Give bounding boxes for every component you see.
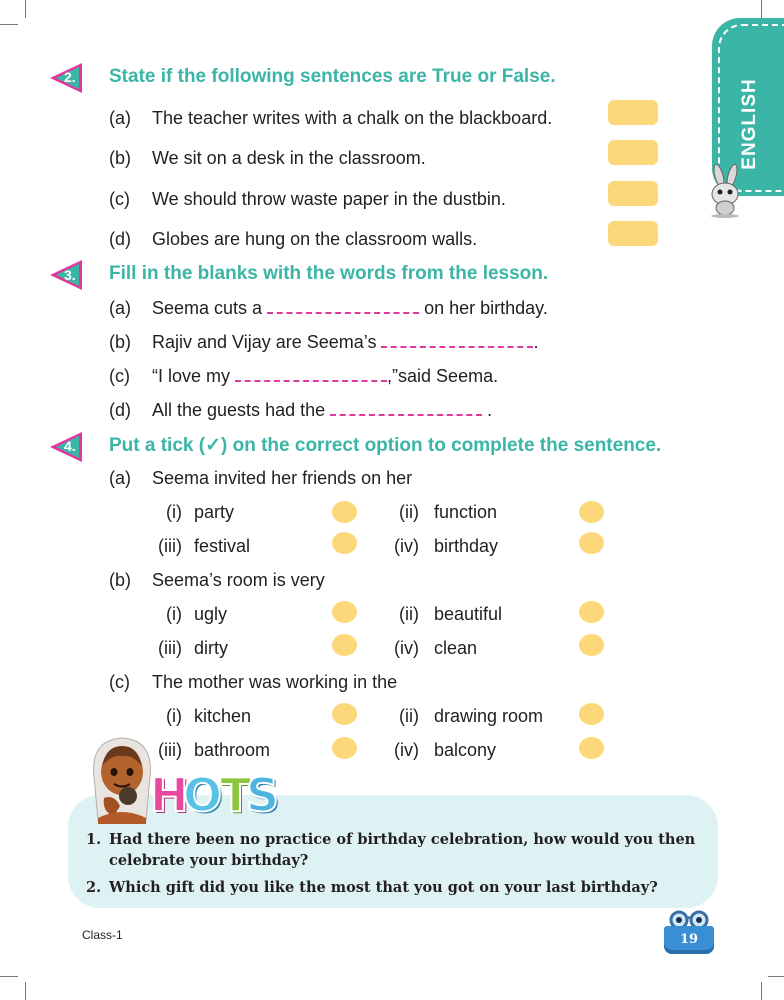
tick-option-circle[interactable] xyxy=(579,501,604,523)
option-number: (iii) xyxy=(158,740,182,760)
tick-option-circle[interactable] xyxy=(579,601,604,623)
item-label: (d) xyxy=(109,400,131,420)
sentence-part: . xyxy=(482,400,493,420)
sentence-stem: Seema invited her friends on her xyxy=(152,468,413,488)
tick-option-circle[interactable] xyxy=(332,737,357,759)
question-2-heading: State if the following sentences are True or False. xyxy=(109,66,556,87)
item-label: (b) xyxy=(109,570,131,590)
option-text: function xyxy=(434,502,498,522)
option-text: dirty xyxy=(194,638,229,658)
answer-blank[interactable] xyxy=(267,298,419,314)
tick-option-circle[interactable] xyxy=(579,532,604,554)
tick-option-circle[interactable] xyxy=(332,501,357,523)
crop-mark xyxy=(768,976,784,977)
item-label: (a) xyxy=(109,298,131,318)
sentence-part: “I love my xyxy=(152,366,231,386)
answer-blank[interactable] xyxy=(330,400,482,416)
fill-blank-sentence xyxy=(152,366,498,387)
option-number: (i) xyxy=(166,604,182,624)
option-number: (iii) xyxy=(158,638,182,658)
option-number: (ii) xyxy=(399,604,419,624)
option-number: (i) xyxy=(166,706,182,726)
option-text: ugly xyxy=(194,604,228,624)
statement-text: The teacher writes with a chalk on the blackboard. xyxy=(152,108,553,128)
crop-mark xyxy=(761,982,762,1000)
true-false-answer-box[interactable] xyxy=(608,100,658,125)
question-number: 2. xyxy=(64,69,76,85)
crop-mark xyxy=(25,982,26,1000)
hots-logo-letter: S xyxy=(246,768,280,822)
option-text: clean xyxy=(434,638,478,658)
crop-mark xyxy=(0,976,18,977)
item-label: (c) xyxy=(109,366,130,386)
hots-logo-letter: O xyxy=(183,768,223,822)
bunny-mascot-icon xyxy=(702,162,748,218)
page-number-badge xyxy=(660,910,718,956)
option-text: drawing room xyxy=(434,706,544,726)
item-label: (b) xyxy=(109,332,131,352)
option-text: kitchen xyxy=(194,706,252,726)
option-number: (iv) xyxy=(394,638,419,658)
statement-text: Globes are hung on the classroom walls. xyxy=(152,229,478,249)
option-text: party xyxy=(194,502,235,522)
crop-mark xyxy=(25,0,26,18)
option-number: (ii) xyxy=(399,706,419,726)
option-number: (iv) xyxy=(394,740,419,760)
tick-option-circle[interactable] xyxy=(579,634,604,656)
option-text: balcony xyxy=(434,740,497,760)
fill-blank-sentence xyxy=(152,298,548,319)
answer-blank[interactable] xyxy=(235,366,387,382)
option-number: (iii) xyxy=(158,536,182,556)
option-text: beautiful xyxy=(434,604,503,624)
item-label: (b) xyxy=(109,148,131,168)
tick-option-circle[interactable] xyxy=(332,532,357,554)
option-text: festival xyxy=(194,536,251,556)
tick-option-circle[interactable] xyxy=(579,737,604,759)
true-false-answer-box[interactable] xyxy=(608,140,658,165)
tick-option-circle[interactable] xyxy=(332,634,357,656)
option-number: (ii) xyxy=(399,502,419,522)
answer-blank[interactable] xyxy=(381,332,533,348)
hots-question-number: 2. xyxy=(86,879,102,896)
fill-blank-sentence xyxy=(152,332,539,353)
hots-logo-text xyxy=(150,768,153,769)
option-text: bathroom xyxy=(194,740,271,760)
hots-question-number: 1. xyxy=(86,831,102,848)
sentence-part: Rajiv and Vijay are Seema’s xyxy=(152,332,377,352)
option-text: birthday xyxy=(434,536,499,556)
question-4-heading: Put a tick (✓) on the correct option to complete the sentence. xyxy=(109,435,662,456)
hots-logo-letter: H xyxy=(150,768,189,822)
sentence-part: ,”said Seema. xyxy=(387,366,499,386)
statement-text: We should throw waste paper in the dustbin. xyxy=(152,189,506,209)
tick-option-circle[interactable] xyxy=(332,601,357,623)
page-number: 19 xyxy=(679,932,699,947)
item-label: (c) xyxy=(109,189,130,209)
class-label: Class-1 xyxy=(82,928,123,942)
sentence-stem: The mother was working in the xyxy=(152,672,398,692)
crop-mark xyxy=(761,0,762,18)
sentence-part: on her birthday. xyxy=(419,298,548,318)
sentence-stem: Seema’s room is very xyxy=(152,570,325,590)
item-label: (a) xyxy=(109,468,131,488)
tick-option-circle[interactable] xyxy=(332,703,357,725)
item-label: (d) xyxy=(109,229,131,249)
hots-logo-letter: T xyxy=(220,768,252,822)
option-number: (i) xyxy=(166,502,182,522)
question-number: 4. xyxy=(64,438,76,454)
true-false-answer-box[interactable] xyxy=(608,181,658,206)
statement-text: We sit on a desk in the classroom. xyxy=(152,148,426,168)
tick-option-circle[interactable] xyxy=(579,703,604,725)
true-false-answer-box[interactable] xyxy=(608,221,658,246)
english-side-tab-label: ENGLISH xyxy=(739,78,760,170)
sentence-part: . xyxy=(533,332,539,352)
hots-question-text: Which gift did you like the most that you got on your last birthday? xyxy=(109,879,658,896)
question-number: 3. xyxy=(64,267,76,283)
item-label: (c) xyxy=(109,672,130,692)
hots-question-text: celebrate your birthday? xyxy=(109,852,309,869)
sentence-part: Seema cuts a xyxy=(152,298,263,318)
question-3-heading: Fill in the blanks with the words from the lesson. xyxy=(109,263,549,284)
hots-question-text: Had there been no practice of birthday celebration, how would you then xyxy=(109,831,696,848)
option-number: (iv) xyxy=(394,536,419,556)
sentence-part: All the guests had the xyxy=(152,400,326,420)
fill-blank-sentence xyxy=(152,400,492,421)
crop-mark xyxy=(0,24,18,25)
thinking-child-mascot-icon xyxy=(84,732,160,824)
item-label: (a) xyxy=(109,108,131,128)
